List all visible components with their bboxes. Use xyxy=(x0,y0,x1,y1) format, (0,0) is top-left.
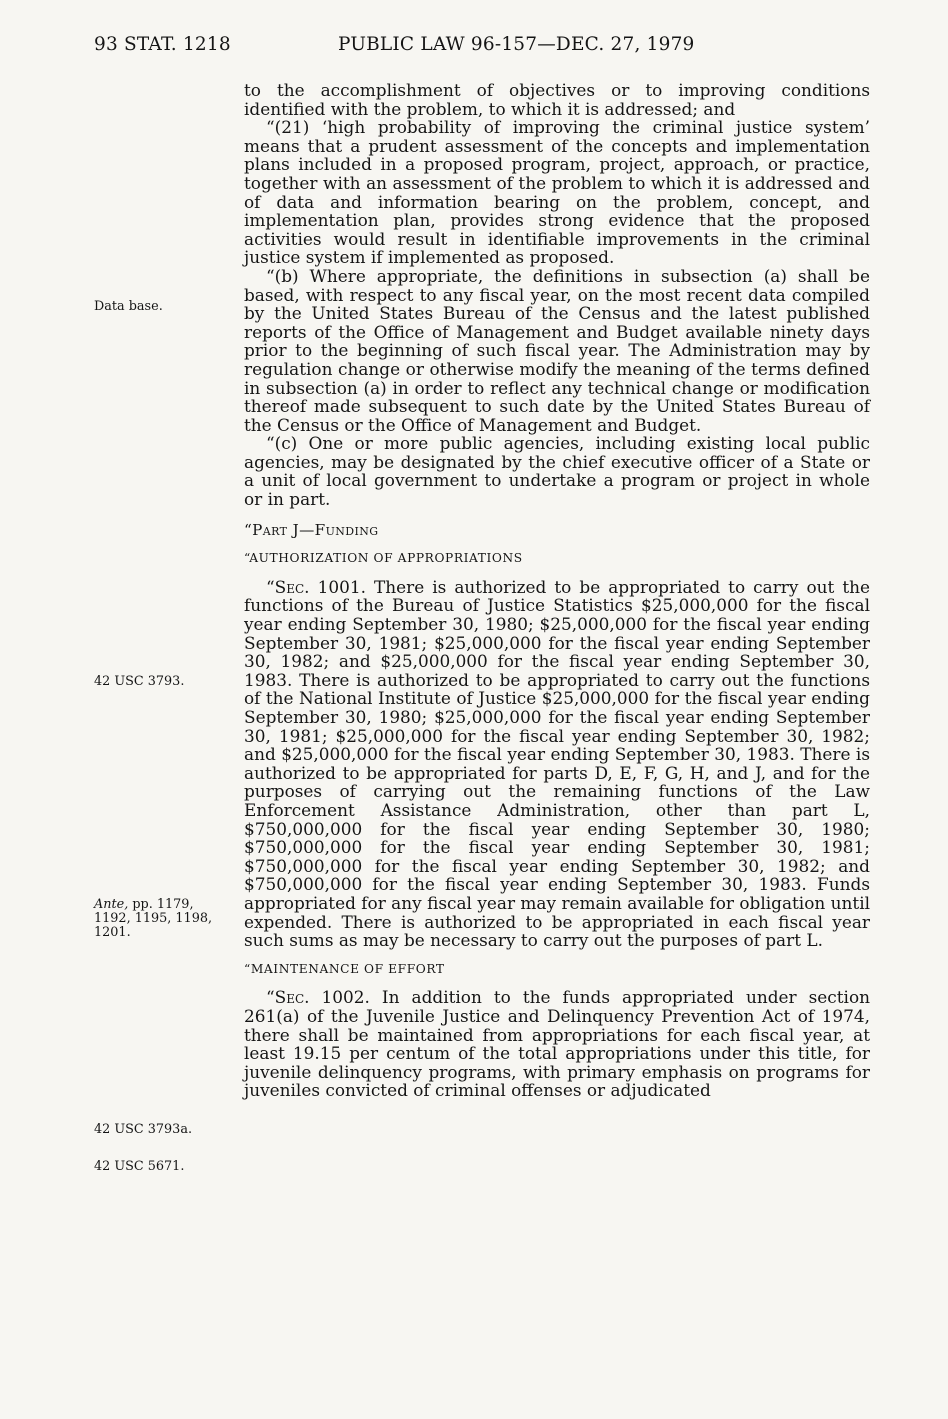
section-1001 xyxy=(244,578,870,950)
margin-note-ante xyxy=(94,898,216,940)
section-1001-label: “Sec. xyxy=(266,576,310,597)
margin-note-42usc3793: 42 USC 3793. xyxy=(94,674,185,689)
margin-note-ante-pages: pp. 1179, 1192, 1195, 1198, 1201. xyxy=(94,897,213,940)
part-j-heading: “Part J—Funding xyxy=(244,520,379,539)
statute-citation: 93 STAT. 1218 xyxy=(94,34,231,55)
paragraph-definition-21: “(21) ‘high probability of improving the criminal justice system’ means that a prudent assessment of the concepts and implementation plans included in a proposed program, project, approach, or practice, together with an assessment of the problem to which it is addressed and of data and information bearing on the problem, concept, and implementation plan, provides strong evidence that the proposed activities would result in identifiable improvements in the criminal justice system if implemented as proposed. xyxy=(244,117,870,268)
page-title: PUBLIC LAW 96-157—DEC. 27, 1979 xyxy=(338,34,695,55)
section-1002 xyxy=(244,988,870,1100)
paragraph-subsection-b: “(b) Where appropriate, the definitions in subsection (a) shall be based, with respect to any fiscal year, on the most recent data compiled by the United States Bureau of the Census and the latest published reports of the Office of Management and Budget available ninety days prior to the beginning of such fiscal year. The Administration may by regulation change or otherwise modify the meaning of the terms defined in subsection (a) in order to reflect any technical change or modification thereof made subsequent to such date by the United States Bureau of the Census or the Office of Management and Budget. xyxy=(244,265,870,435)
margin-note-42usc5671: 42 USC 5671. xyxy=(94,1159,185,1174)
section-1001-text: 1001. There is authorized to be appropriated to carry out the functions of the Bureau of Justice Statistics $25,000,000 for the fiscal year ending September 30, 1980; $25,000,000 for the fiscal year ending September 30, 1981; $25,000,000 for the fiscal year ending September 30, 1982; and $25,000,000 for the fiscal year ending September 30, 1983. There is authorized to be appropriated to carry out the functions of the National Institute of Justice $25,000,000 for the fiscal year ending September 30, 1980; $25,000,000 for the fiscal year ending September 30, 1981; $25,000,000 for the fiscal year ending September 30, 1982; and $25,000,000 for the fiscal year ending September 30, 1983. There is authorized to be appropriated for parts D, E, F, G, H, and J, and for the purposes of carrying out the remaining functions of the Law Enforcement Assistance Administration, other than part L, $750,000,000 for the fiscal year ending September 30, 1980; $750,000,000 for the fiscal year ending September 30, 1981; $750,000,000 for the fiscal year ending September 30, 1982; and $750,000,000 for the fiscal year ending September 30, 1983. Funds appropriated for any fiscal year may remain available for obligation until expended. There is authorized to be appropriated in each fiscal year such sums as may be necessary to carry out the purposes of part L. xyxy=(244,576,870,951)
paragraph-continuation: to the accomplishment of objectives or to improving conditions identified with the problem, to which it is addressed; and xyxy=(244,80,870,119)
margin-note-ante-label: Ante, xyxy=(94,897,129,912)
page-header xyxy=(94,34,874,62)
maintenance-heading: “MAINTENANCE OF EFFORT xyxy=(244,961,445,976)
margin-note-42usc3793a: 42 USC 3793a. xyxy=(94,1122,193,1137)
section-1002-label: “Sec. xyxy=(266,987,310,1008)
margin-note-data-base: Data base. xyxy=(94,299,163,314)
section-1002-text: 1002. In addition to the funds appropriated under section 261(a) of the Juvenile Justice and Delinquency Prevention Act of 1974, there shall be maintained from appropriations for each fiscal year, at least 19.15 per centum of the total appropriations under this title, for juvenile delinquency programs, with primary emphasis on programs for juveniles convicted of criminal offenses or adjudicated xyxy=(244,987,870,1101)
body-text xyxy=(244,81,870,1100)
paragraph-subsection-c: “(c) One or more public agencies, including existing local public agencies, may be designated by the chief executive officer of a State or a unit of local government to undertake a program or project in whole or in part. xyxy=(244,433,870,510)
authorization-heading: “AUTHORIZATION OF APPROPRIATIONS xyxy=(244,551,523,566)
